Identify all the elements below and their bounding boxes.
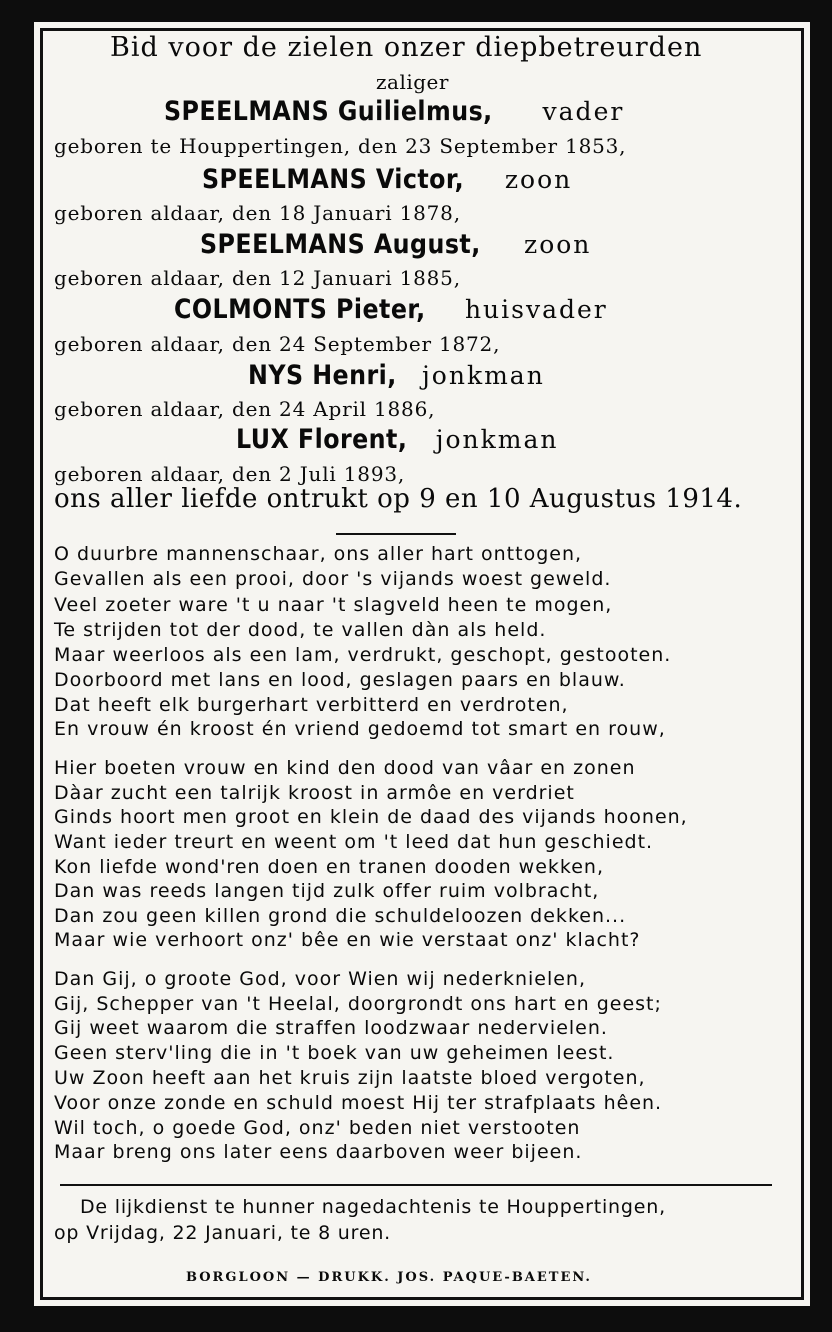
service-notice-line2: op Vrijdag, 22 Januari, te 8 uren.: [54, 1222, 392, 1244]
header-title: Bid voor de zielen onzer diepbetreurden: [110, 32, 703, 63]
person-role: zoon: [504, 165, 573, 194]
poem-line: Voor onze zonde en schuld moest Hij ter strafplaats hêen.: [54, 1092, 663, 1114]
poem-line: Dan was reeds langen tijd zulk offer ruim volbracht,: [54, 880, 600, 902]
person-role: vader: [542, 97, 625, 126]
poem-line: Uw Zoon heeft aan het kruis zijn laatste bloed vergoten,: [54, 1067, 646, 1089]
person-birth: geboren aldaar, den 18 Januari 1878,: [54, 201, 461, 225]
poem-line: Dan zou geen killen grond die schuldeloozen dekken...: [54, 905, 627, 927]
person-name: NYS Henri,: [248, 360, 397, 391]
poem-line: Maar weerloos als een lam, verdrukt, geschopt, gestooten.: [54, 644, 672, 666]
person-birth: geboren aldaar, den 2 Juli 1893,: [54, 462, 406, 486]
separator-rule: [336, 533, 456, 535]
person-entry: [248, 360, 545, 391]
poem-line: Gij weet waarom die straffen loodzwaar nedervielen.: [54, 1017, 608, 1039]
person-role: zoon: [524, 230, 592, 259]
person-name: LUX Florent,: [236, 424, 408, 455]
person-name: SPEELMANS Victor,: [202, 164, 465, 195]
poem-line: Hier boeten vrouw en kind den dood van vâar en zonen: [54, 757, 636, 779]
poem-line: O duurbre mannenschaar, ons aller hart onttogen,: [54, 543, 583, 565]
footer-rule: [60, 1184, 772, 1186]
person-role: jonkman: [422, 361, 545, 390]
person-birth: geboren aldaar, den 24 September 1872,: [54, 332, 501, 356]
death-date-line: ons aller liefde ontrukt op 9 en 10 Augustus 1914.: [54, 484, 743, 514]
poem-line: Maar wie verhoort onz' bêe en wie verstaat onz' klacht?: [54, 929, 641, 951]
poem-line: Gevallen als een prooi, door 's vijands woest geweld.: [54, 568, 612, 590]
person-role: jonkman: [435, 425, 559, 454]
header-subtitle: zaliger: [376, 70, 449, 94]
person-entry: [164, 96, 624, 127]
person-name: COLMONTS Pieter,: [174, 294, 426, 325]
poem-line: Dan Gij, o groote God, voor Wien wij nederknielen,: [54, 968, 587, 990]
poem-line: Dàar zucht een talrijk kroost in armôe en verdriet: [54, 782, 575, 804]
printer-imprint: BORGLOON — DRUKK. JOS. PAQUE-BAETEN.: [186, 1270, 592, 1285]
poem-line: Maar breng ons later eens daarboven weer bijeen.: [54, 1141, 583, 1163]
person-birth: geboren aldaar, den 24 April 1886,: [54, 397, 436, 421]
person-name: SPEELMANS August,: [200, 229, 481, 260]
person-entry: [174, 294, 608, 325]
poem-line: Ginds hoort men groot en klein de daad des vijands hoonen,: [54, 806, 688, 828]
poem-line: Gij, Schepper van 't Heelal, doorgrondt ons hart en geest;: [54, 993, 662, 1015]
person-name: SPEELMANS Guilielmus,: [164, 96, 493, 127]
person-entry: [236, 424, 559, 455]
poem-line: Te strijden tot der dood, te vallen dàn als held.: [54, 619, 547, 641]
person-birth: geboren te Houppertingen, den 23 September 1853,: [54, 134, 627, 158]
service-notice-line1: De lijkdienst te hunner nagedachtenis te Houppertingen,: [80, 1196, 666, 1218]
person-entry: [200, 229, 591, 260]
poem-line: Kon liefde wond'ren doen en tranen dooden wekken,: [54, 856, 605, 878]
person-entry: [202, 164, 572, 195]
person-birth: geboren aldaar, den 12 Januari 1885,: [54, 266, 461, 290]
poem-line: Wil toch, o goede God, onz' beden niet verstooten: [54, 1117, 581, 1139]
poem-line: Dat heeft elk burgerhart verbitterd en verdroten,: [54, 694, 569, 716]
poem-line: Veel zoeter ware 't u naar 't slagveld heen te mogen,: [54, 594, 613, 616]
poem-line: En vrouw én kroost én vriend gedoemd tot smart en rouw,: [54, 718, 666, 740]
person-role: huisvader: [464, 295, 608, 324]
poem-line: Doorboord met lans en lood, geslagen paars en blauw.: [54, 669, 626, 691]
poem-line: Want ieder treurt en weent om 't leed dat hun geschiedt.: [54, 831, 654, 853]
poem-line: Geen sterv'ling die in 't boek van uw geheimen leest.: [54, 1042, 615, 1064]
